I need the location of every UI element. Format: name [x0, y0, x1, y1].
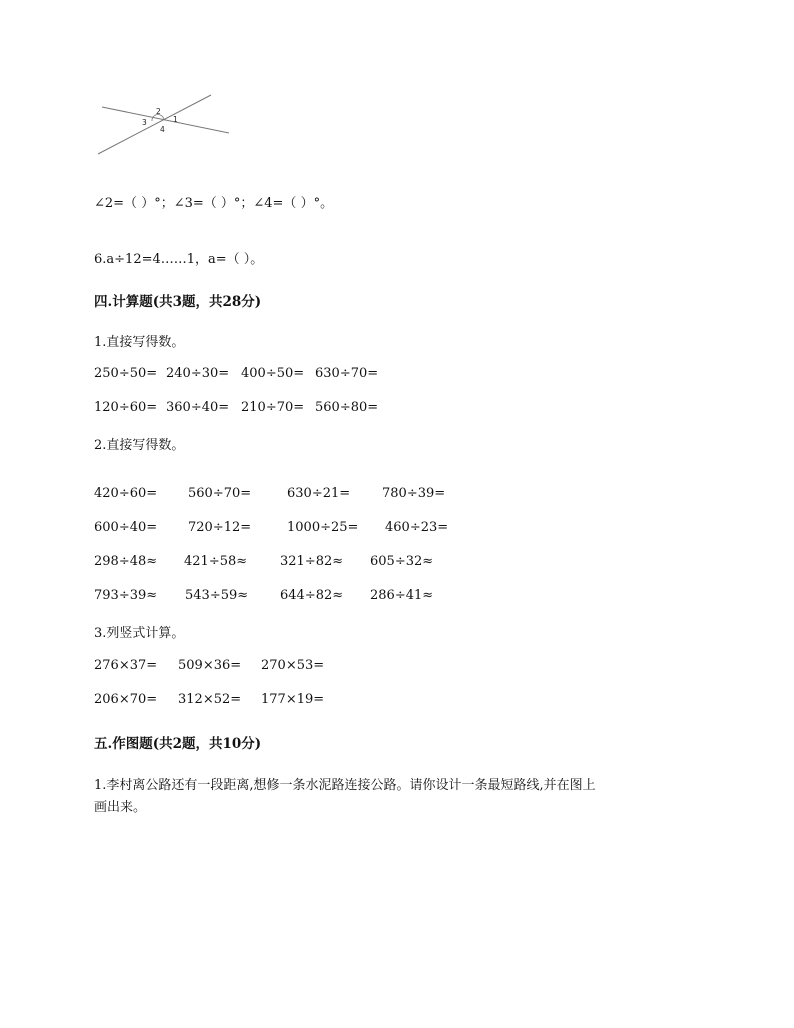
- expression: 312×52=: [178, 692, 242, 707]
- s4-q3-title: 3.列竖式计算。: [94, 626, 185, 641]
- s4-q1-title: 1.直接写得数。: [94, 335, 185, 350]
- expression: 240÷30=: [166, 366, 230, 381]
- angles-question: ∠2=（ ）°；∠3=（ ）°；∠4=（ ）°。: [94, 196, 334, 211]
- expression: 543÷59≈: [185, 588, 249, 603]
- expression: 793÷39≈: [94, 588, 158, 603]
- expression: 270×53=: [261, 658, 325, 673]
- s5-q1-line1: 1.李村离公路还有一段距离,想修一条水泥路连接公路。请你设计一条最短路线,并在图上: [94, 778, 596, 793]
- expression: 509×36=: [178, 658, 242, 673]
- expression: 298÷48≈: [94, 554, 158, 569]
- expression: 600÷40=: [94, 520, 158, 535]
- expression: 630÷70=: [315, 366, 379, 381]
- expression: 630÷21=: [287, 486, 351, 501]
- section-5-heading: 五.作图题(共2题，共10分): [94, 736, 262, 752]
- s5-q1-line2: 画出来。: [94, 800, 147, 815]
- expression: 250÷50=: [94, 366, 158, 381]
- line-b: [102, 107, 229, 133]
- expression: 1000÷25=: [287, 520, 359, 535]
- expression: 780÷39=: [382, 486, 446, 501]
- expression: 206×70=: [94, 692, 158, 707]
- angle-label-1: 1: [173, 115, 178, 124]
- angle-label-4: 4: [160, 125, 165, 134]
- expression: 177×19=: [261, 692, 325, 707]
- expression: 276×37=: [94, 658, 158, 673]
- expression: 560÷70=: [188, 486, 252, 501]
- line-a: [98, 95, 211, 154]
- expression: 720÷12=: [188, 520, 252, 535]
- section-4-heading: 四.计算题(共3题，共28分): [94, 294, 262, 310]
- expression: 286÷41≈: [370, 588, 434, 603]
- expression: 605÷32≈: [370, 554, 434, 569]
- expression: 360÷40=: [166, 400, 230, 415]
- expression: 460÷23=: [385, 520, 449, 535]
- angle-label-2: 2: [156, 107, 161, 116]
- expression: 321÷82≈: [280, 554, 344, 569]
- intersecting-lines-figure: [92, 90, 237, 160]
- expression: 210÷70=: [241, 400, 305, 415]
- angle-label-3: 3: [142, 118, 147, 127]
- expression: 421÷58≈: [184, 554, 248, 569]
- expression: 120÷60=: [94, 400, 158, 415]
- expression: 644÷82≈: [280, 588, 344, 603]
- expression: 420÷60=: [94, 486, 158, 501]
- expression: 400÷50=: [241, 366, 305, 381]
- question-6: 6.a÷12=4……1，a=（ ）。: [94, 252, 264, 267]
- s4-q2-title: 2.直接写得数。: [94, 438, 185, 453]
- expression: 560÷80=: [315, 400, 379, 415]
